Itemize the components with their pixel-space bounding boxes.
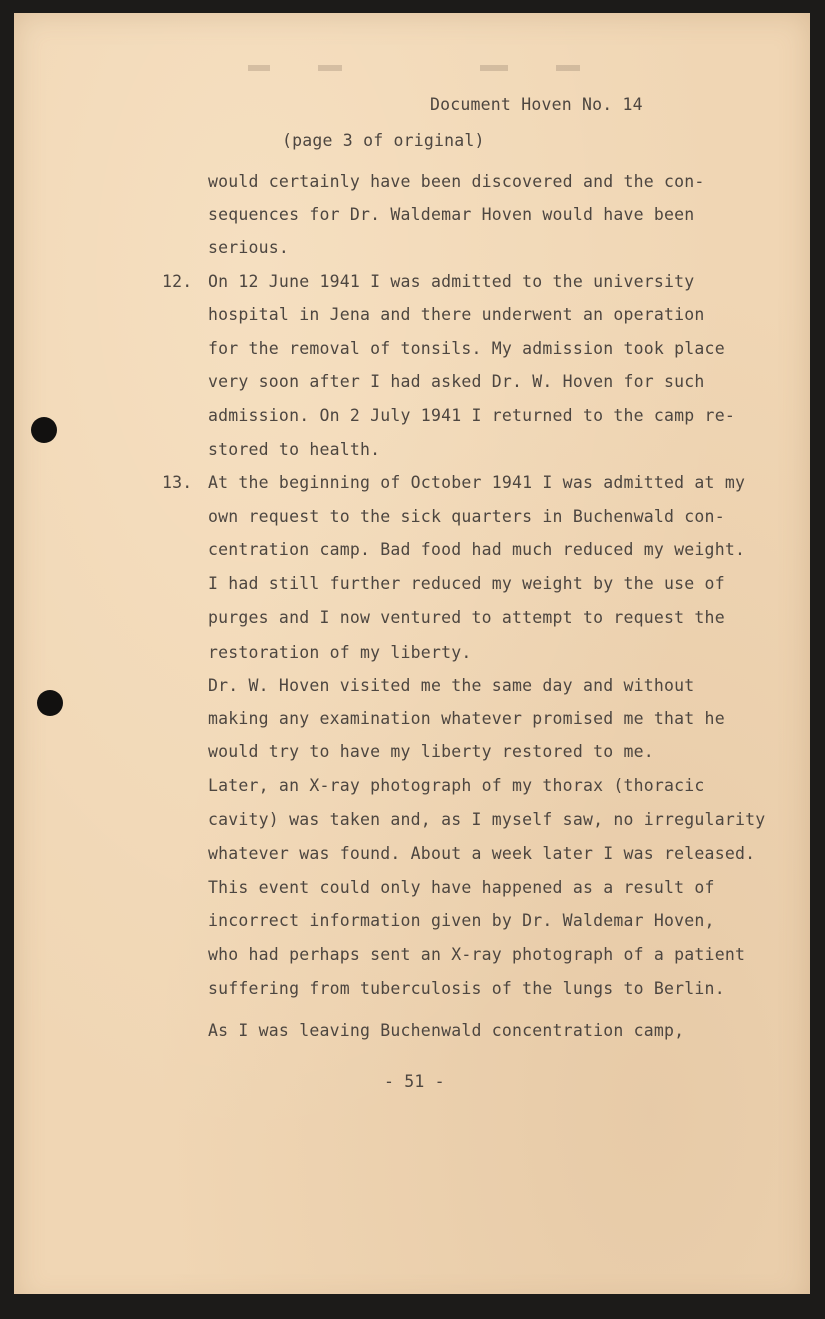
text-line: making any examination whatever promised me that he: [208, 709, 725, 728]
text-line: As I was leaving Buchenwald concentration camp,: [208, 1021, 685, 1040]
text-line: own request to the sick quarters in Buchenwald con-: [208, 507, 725, 526]
document-header: Document Hoven No. 14: [430, 95, 643, 114]
page-number: - 51 -: [384, 1072, 445, 1091]
text-line: centration camp. Bad food had much reduced my weight.: [208, 540, 746, 559]
text-line: This event could only have happened as a result of: [208, 878, 715, 897]
text-line: hospital in Jena and there underwent an operation: [208, 305, 705, 324]
faded-mark: [318, 65, 342, 71]
text-line: At the beginning of October 1941 I was admitted at my: [208, 473, 746, 492]
text-line: stored to health.: [208, 440, 381, 459]
scan-border: [0, 1294, 825, 1319]
text-line: incorrect information given by Dr. Waldemar Hoven,: [208, 911, 715, 930]
paragraph-number: 13.: [162, 473, 193, 492]
text-line: very soon after I had asked Dr. W. Hoven for such: [208, 372, 705, 391]
paragraph-number: 12.: [162, 272, 193, 291]
text-line: whatever was found. About a week later I was released.: [208, 844, 756, 863]
faded-mark: [480, 65, 508, 71]
text-line: On 12 June 1941 I was admitted to the university: [208, 272, 695, 291]
punch-hole: [37, 690, 63, 716]
text-line: Later, an X-ray photograph of my thorax (thoracic: [208, 776, 705, 795]
faded-mark: [248, 65, 270, 71]
text-line: would try to have my liberty restored to me.: [208, 742, 654, 761]
text-line: Dr. W. Hoven visited me the same day and without: [208, 676, 695, 695]
page-note: (page 3 of original): [282, 131, 485, 150]
text-line: purges and I now ventured to attempt to request the: [208, 608, 725, 627]
punch-hole: [31, 417, 57, 443]
text-line: admission. On 2 July 1941 I returned to the camp re-: [208, 406, 735, 425]
text-line: would certainly have been discovered and the con-: [208, 172, 705, 191]
text-line: restoration of my liberty.: [208, 643, 472, 662]
text-line: cavity) was taken and, as I myself saw, no irregularity: [208, 810, 766, 829]
text-line: serious.: [208, 238, 290, 257]
text-line: for the removal of tonsils. My admission took place: [208, 339, 725, 358]
faded-mark: [556, 65, 580, 71]
text-line: I had still further reduced my weight by the use of: [208, 574, 725, 593]
text-line: sequences for Dr. Waldemar Hoven would have been: [208, 205, 695, 224]
text-line: suffering from tuberculosis of the lungs to Berlin.: [208, 979, 725, 998]
text-line: who had perhaps sent an X-ray photograph of a patient: [208, 945, 746, 964]
